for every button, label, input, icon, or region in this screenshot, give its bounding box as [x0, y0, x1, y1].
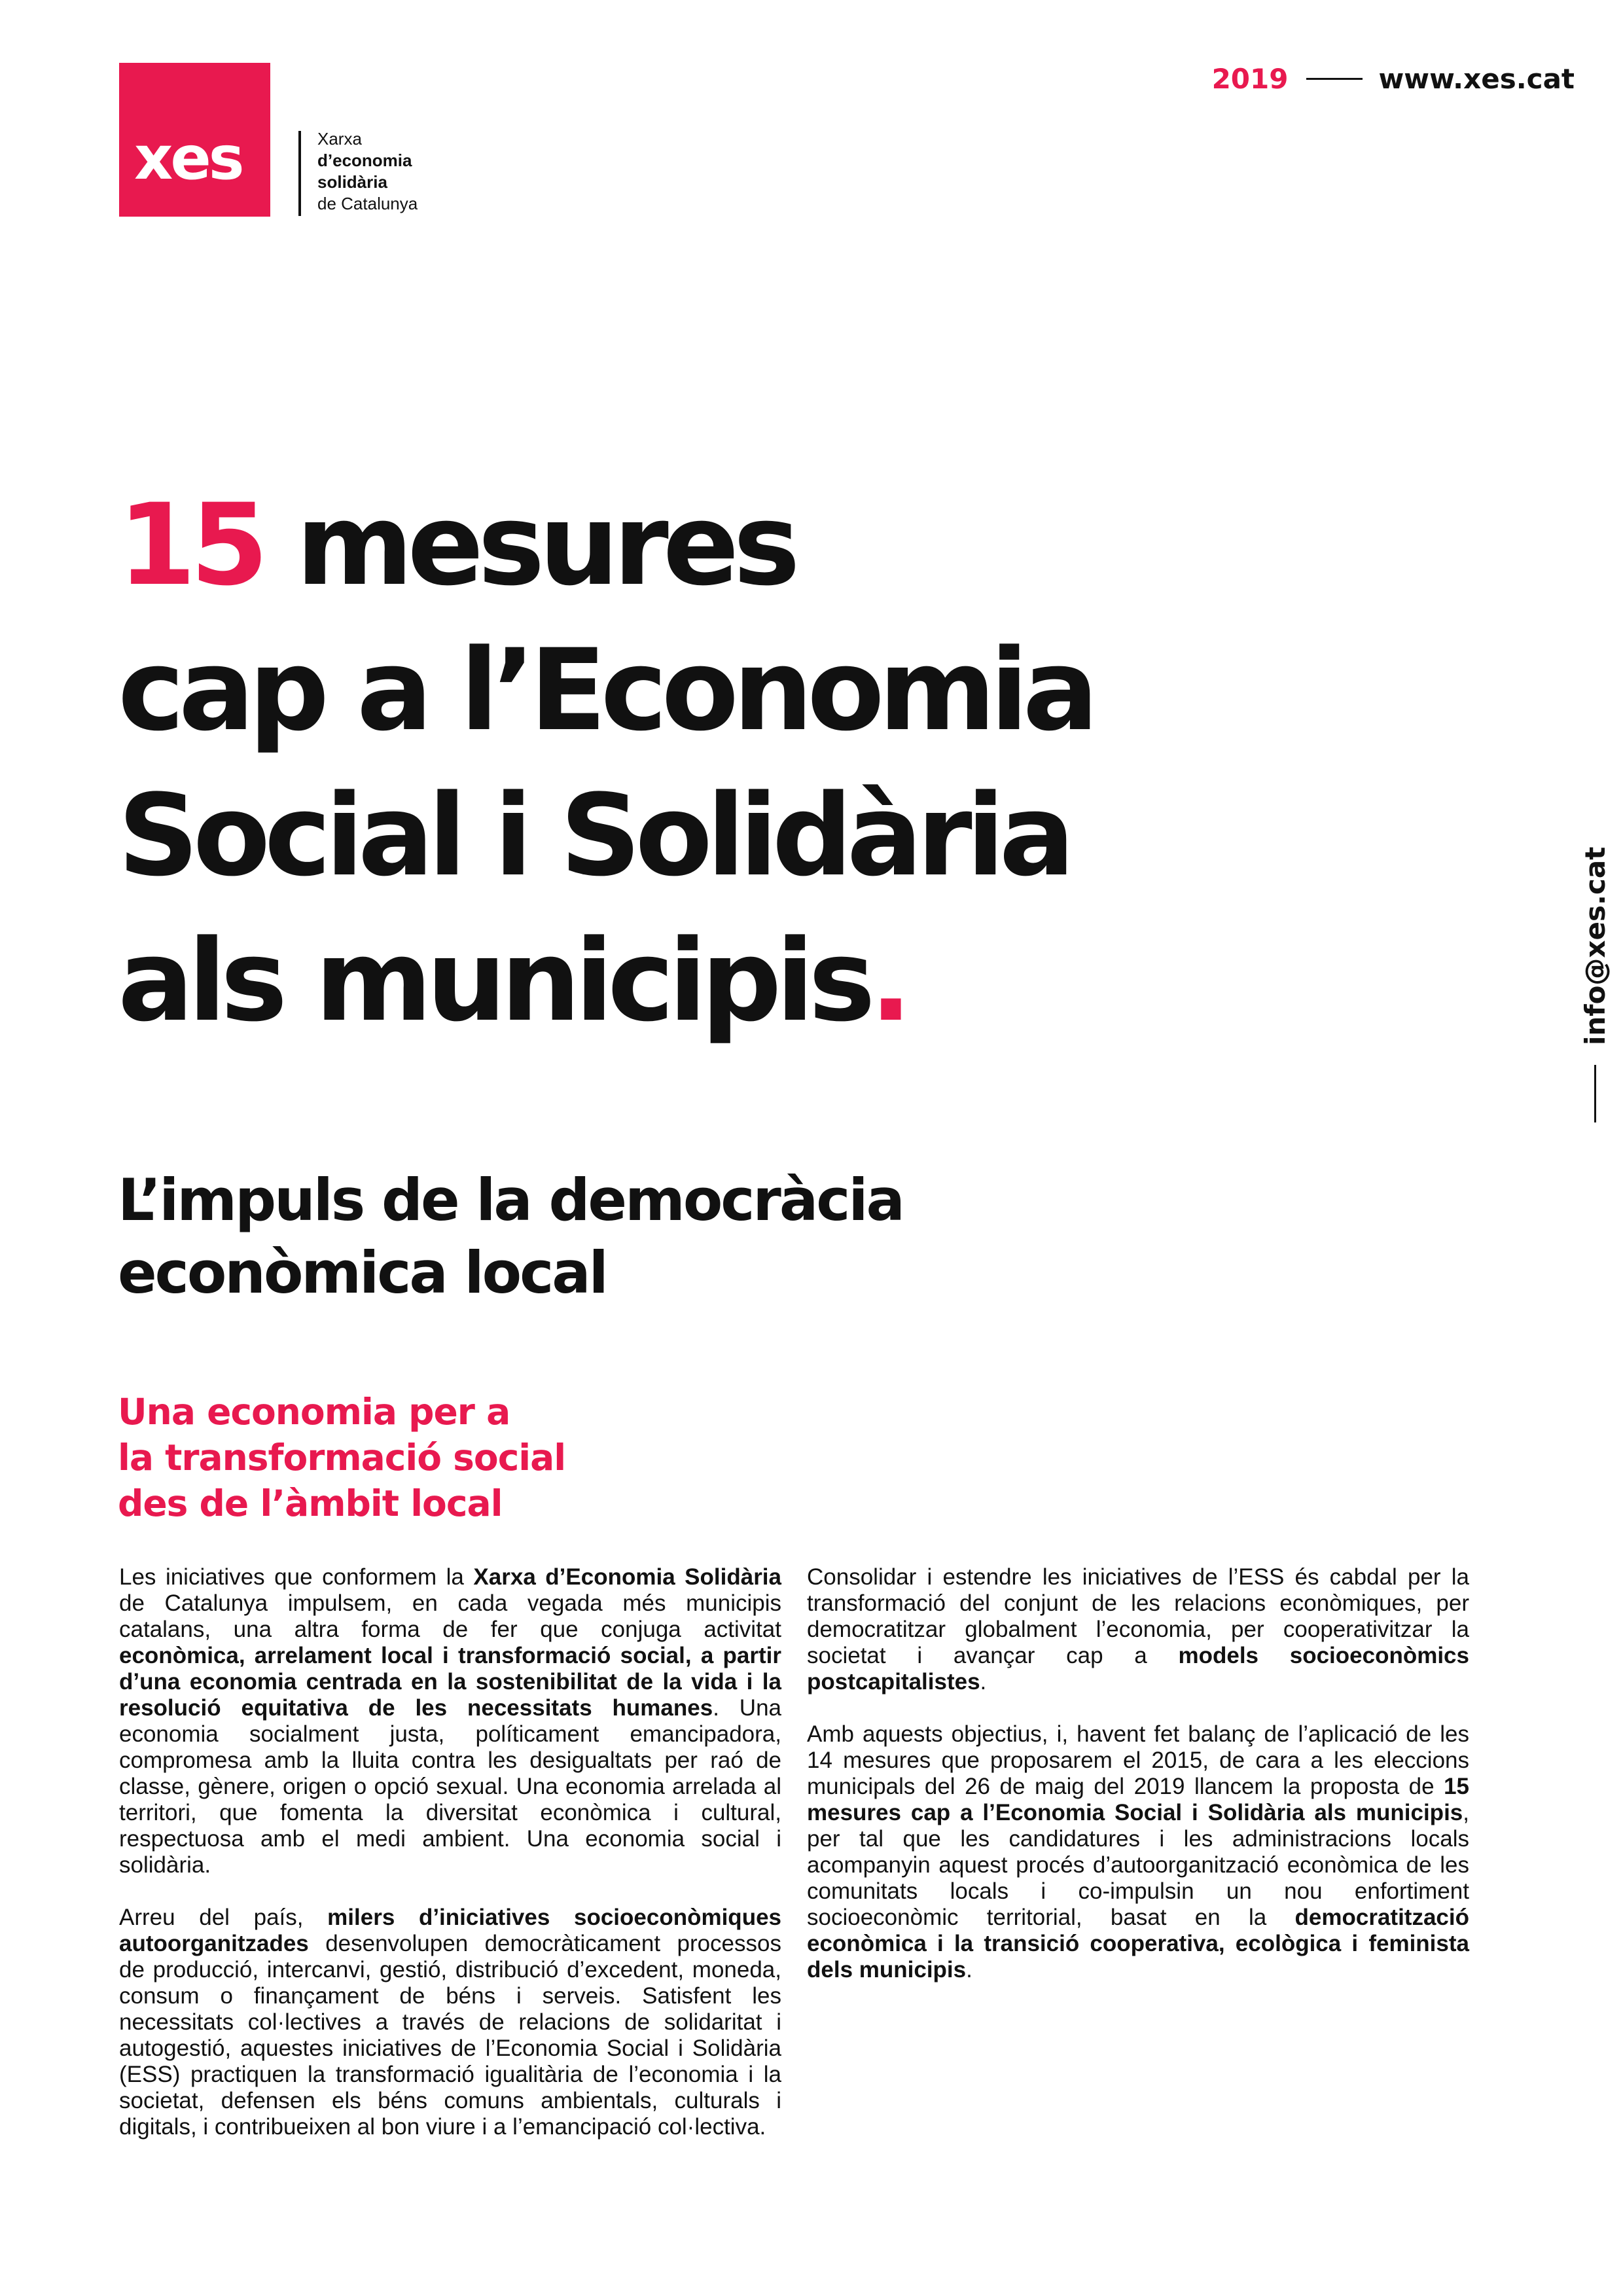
subtitle-line: L’impuls de la democràcia [118, 1166, 903, 1234]
body-column-right [807, 1564, 1469, 2009]
emphasis: 15 mesures cap a l’Economia Social i Solidària als municipis [807, 1774, 1469, 1825]
logo-text: xes [134, 123, 242, 193]
body-column-left [119, 1564, 781, 2166]
emphasis: democratització econòmica i la transició cooperativa, ecològica i feminista dels municipis [807, 1905, 1469, 1982]
org-name-line: de Catalunya [317, 194, 418, 213]
page-title [118, 473, 1093, 1054]
text-run: de Catalunya impulsem, en cada vegada més municipis catalans, una altra forma de fer que conjuga activitat [119, 1590, 781, 1642]
email-link[interactable]: info@xes.cat [1579, 846, 1611, 1045]
body-paragraph-3 [807, 1721, 1469, 1983]
logo [119, 63, 270, 217]
emphasis: milers d’iniciatives socioeconòmiques autoorganitzades [119, 1905, 781, 1956]
title-line-3: Social i Solidària [118, 770, 1069, 901]
org-name [317, 128, 418, 215]
org-name-line: Xarxa [317, 129, 362, 149]
text-run: Arreu del país, [119, 1905, 328, 1930]
title-line-4 [118, 908, 1093, 1054]
text-run: Les iniciatives que conformem la [119, 1564, 474, 1590]
text-run: Amb aquests objectius, i, havent fet balanç de l’aplicació de les 14 mesures que proposarem el 2015, de cara a les eleccions municipals del 26 de maig del 2019 llancem la proposta de [807, 1721, 1469, 1799]
org-name-line: d’economia [317, 151, 412, 170]
subtitle [118, 1164, 903, 1309]
side-dash [1594, 1065, 1596, 1122]
title-line-2: cap a l’Economia [118, 624, 1093, 756]
body-paragraph-2 [119, 1905, 781, 2140]
section-heading-line: Una economia per a [118, 1391, 510, 1433]
title-line-1 [118, 473, 1093, 618]
emphasis: Xarxa d’Economia Solidària [473, 1564, 782, 1590]
section-heading-line: des de l’àmbit local [118, 1482, 503, 1524]
title-word: mesures [262, 479, 794, 611]
text-run: , per tal que les candidatures i les administracions locals acompanyin aquest procés d’autoorganització econòmica de les comunitats locals i co-impulsin un nou enfortiment socioeconòmic territorial, basat en la [807, 1800, 1469, 1930]
header-dash [1306, 78, 1363, 80]
section-heading [118, 1389, 565, 1526]
subtitle-line: econòmica local [118, 1239, 607, 1306]
text-run: . Una economia socialment justa, políticament emancipadora, compromesa amb la lluita contra les desigualtats per raó de classe, gènere, origen o opció sexual. Una economia arrelada al territori, que fomenta la diversitat econòmica i cultural, respectuosa amb el medi ambient. Una economia social i solidària. [119, 1695, 781, 1878]
title-line-4-text: als municipis [118, 915, 870, 1047]
emphasis: models socioeconòmics postcapitalistes [807, 1643, 1469, 1695]
side-contact [1579, 847, 1611, 1122]
website-link[interactable]: www.xes.cat [1378, 62, 1575, 95]
body-paragraph-1 [119, 1564, 781, 1878]
text-run: . [966, 1957, 972, 1982]
org-name-line: solidària [317, 172, 387, 192]
text-run: . [980, 1669, 987, 1695]
body-paragraph-2-continued [807, 1564, 1469, 1695]
emphasis: econòmica, arrelament local i transformació social, a partir d’una economia centrada en la sostenibilitat de la vida i la resolució equitativa de les necessitats humanes [119, 1643, 781, 1721]
title-number: 15 [118, 479, 263, 611]
header-meta [1212, 60, 1575, 97]
text-run: desenvolupen democràticament processos de producció, intercanvi, gestió, distribució d’excedent, moneda, consum o finançament de béns i serveis. Satisfent les necessitats col·lectives a través de relacions de solidaritat i autogestió, aquestes iniciatives de l’Economia Social i Solidària (ESS) practiquen la transformació igualitària de l’economia i la societat, defensen els béns comuns ambientals, culturals i digitals, i contribueixen al bon viure i a l’emancipació col·lectiva. [119, 1931, 781, 2140]
title-period: . [869, 915, 907, 1047]
logo-divider [298, 131, 301, 216]
section-heading-line: la transformació social [118, 1437, 566, 1479]
year: 2019 [1211, 62, 1289, 95]
text-run: Consolidar i estendre les iniciatives de l’ESS és cabdal per la transformació del conjunt de les relacions econòmiques, per democratitzar globalment l’economia, per cooperativitzar la societat i avançar cap a [807, 1564, 1469, 1668]
